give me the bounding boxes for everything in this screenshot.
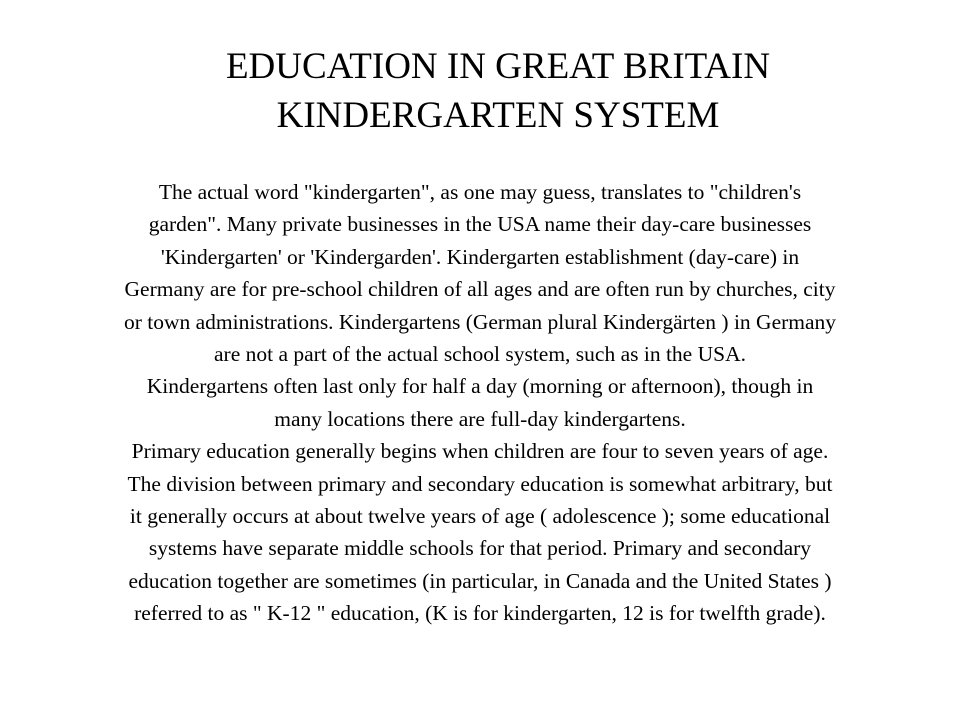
title-line-1: EDUCATION IN GREAT BRITAIN: [225, 46, 771, 87]
body-line: The division between primary and secondary education is somewhat arbitrary, but: [127, 471, 833, 496]
body-line: or town administrations. Kindergartens (German plural Kindergärten ) in Germany: [123, 309, 837, 334]
body-line: Germany are for pre-school children of all ages and are often run by churches, city: [124, 277, 836, 302]
body-line: Kindergartens often last only for half a day (morning or afternoon), though in: [146, 374, 814, 399]
slide-title: [100, 42, 896, 140]
body-line: Primary education generally begins when children are four to seven years of age.: [131, 439, 829, 464]
body-line: 'Kindergarten' or 'Kindergarden'. Kindergarten establishment (day-care) in: [160, 244, 800, 269]
body-line: are not a part of the actual school system, such as in the USA.: [214, 342, 746, 367]
body-line: systems have separate middle schools for that period. Primary and secondary: [148, 536, 812, 561]
body-line: garden". Many private businesses in the USA name their day-care businesses: [148, 212, 812, 237]
body-line: education together are sometimes (in particular, in Canada and the United States ): [128, 568, 832, 593]
body-line: it generally occurs at about twelve years of age ( adolescence ); some educational: [129, 504, 831, 529]
title-line-2: KINDERGARTEN SYSTEM: [276, 95, 720, 136]
slide-body-text: [20, 176, 940, 630]
body-line: many locations there are full-day kindergartens.: [274, 406, 686, 431]
body-line: The actual word "kindergarten", as one may guess, translates to "children's: [158, 180, 802, 204]
body-line: referred to as " K-12 " education, (K is for kindergarten, 12 is for twelfth grade).: [134, 601, 826, 626]
